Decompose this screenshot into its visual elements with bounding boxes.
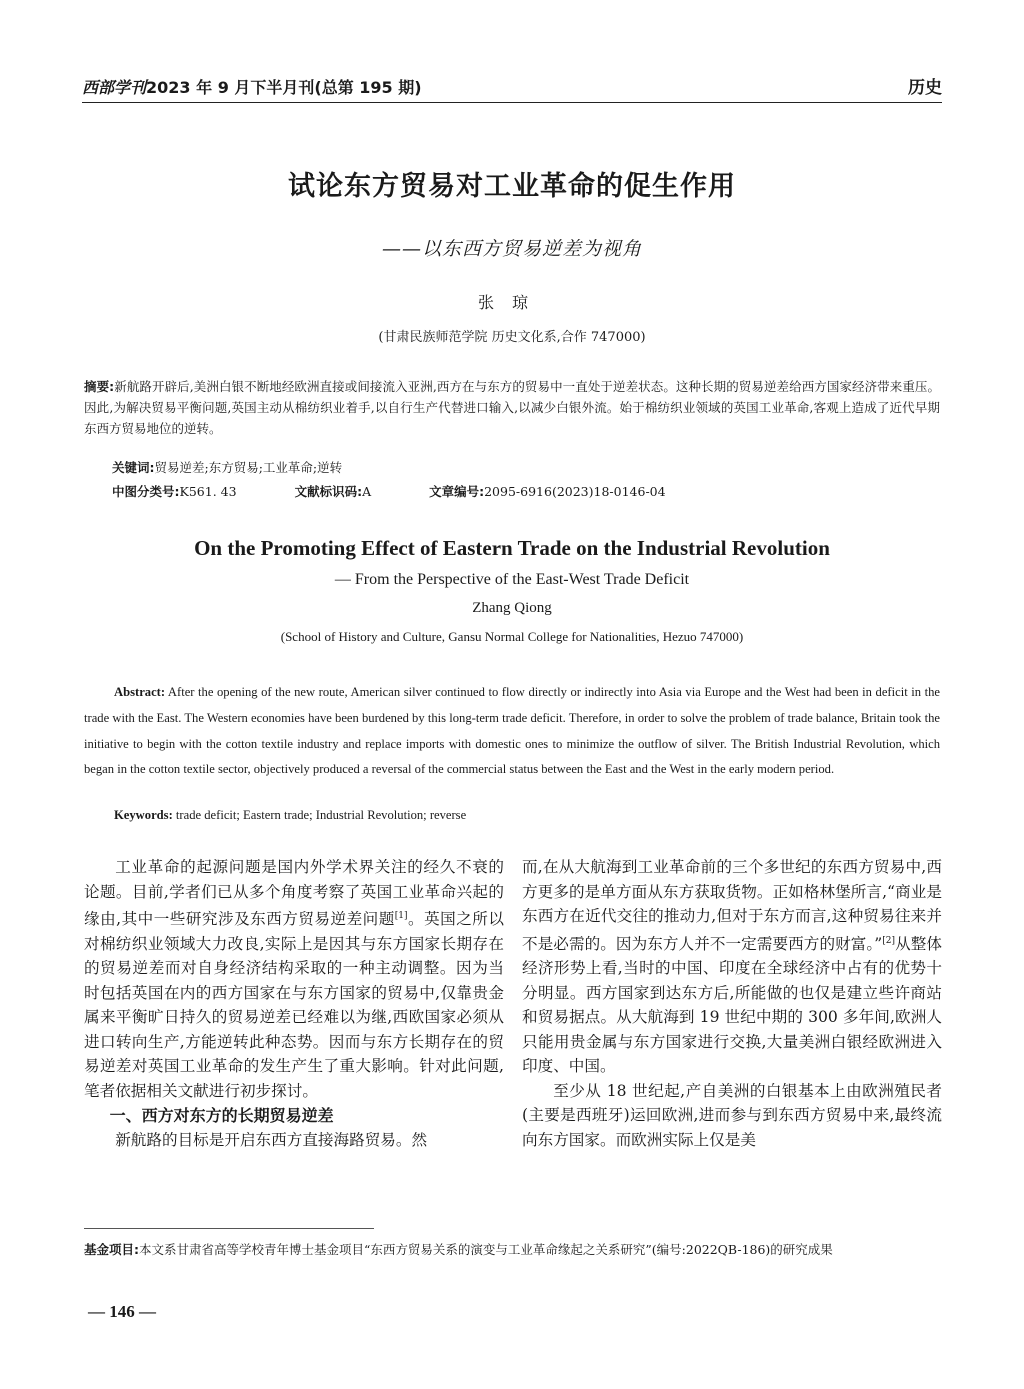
keywords-cn-text: 贸易逆差;东方贸易;工业革命;逆转 <box>154 460 343 475</box>
abstract-en-text: After the opening of the new route, American silver continued to flow directly or indirectly into Asia via Europe and the West had been in deficit in the trade with the East. The Western economies have been burdened by this long-term trade deficit. Therefore, in order to solve the problem of trade balance, Britain took the initiative to begin with the cotton textile industry and replace imports with domestic ones to minimize the outflow of silver. The British Industrial Revolution, which began in the cotton textile sector, objectively produced a reversal of the commercial status between the East and the West in the early modern period. <box>84 685 940 777</box>
footnote-text: 本文系甘肃省高等学校青年博士基金项目“东西方贸易关系的演变与工业革命缘起之关系研究”(编号:2022QB-186)的研究成果 <box>139 1242 833 1257</box>
body-column-left <box>84 855 504 1153</box>
abstract-cn-label: 摘要: <box>84 379 115 394</box>
journal-brand: 西部学刊 <box>82 78 147 97</box>
body-paragraph: 而,在从大航海到工业革命前的三个多世纪的东西方贸易中,西方更多的是单方面从东方获取货物。正如格林堡所言,“商业是东西方在近代交往的推动力,但对于东方而言,这种贸易往来并不是必需的。因为东方人并不一定需要西方的财富。”[2]从整体经济形势上看,当时的中国、印度在全球经济中占有的优势十分明显。西方国家到达东方后,所能做的也仅是建立些许商站和贸易据点。从大航海到 19 世纪中期的 300 多年间,欧洲人只能用贵金属与东方国家进行交换,大量美洲白银经欧洲进入印度、中国。 <box>522 858 942 1076</box>
affiliation-en: (School of History and Culture, Gansu Normal College for Nationalities, Hezuo 747000) <box>280 629 744 644</box>
document-code: 文献标识码:A <box>294 484 372 499</box>
abstract-cn-text: 新航路开辟后,美洲白银不断地经欧洲直接或间接流入亚洲,西方在与东方的贸易中一直处于逆差状态。这种长期的贸易逆差给西方国家经济带来重压。因此,为解决贸易平衡问题,英国主动从棉纺织业着手,以自行生产代替进口输入,以减少白银外流。始于棉纺织业领域的英国工业革命,客观上造成了近代早期东西方贸易地位的逆转。 <box>84 379 941 436</box>
title-cn: 试论东方贸易对工业革命的促生作用 <box>288 171 736 202</box>
classification-row <box>112 482 724 500</box>
title-en: On the Promoting Effect of Eastern Trade on the Industrial Revolution <box>194 536 830 560</box>
author-en: Zhang Qiong <box>472 600 552 616</box>
body-column-right <box>522 855 942 1152</box>
affiliation-cn: (甘肃民族师范学院 历史文化系,合作 747000) <box>378 330 646 345</box>
keywords-cn-label: 关键词: <box>112 460 155 475</box>
keywords-cn <box>112 458 342 476</box>
keywords-en-text: trade deficit; Eastern trade; Industrial Revolution; reverse <box>175 808 467 822</box>
subtitle-en: — From the Perspective of the East-West Trade Deficit <box>334 571 690 588</box>
subtitle-cn: ——以东西方贸易逆差为视角 <box>381 238 642 260</box>
page-number: — 146 — <box>88 1302 156 1321</box>
keywords-en-label: Keywords: <box>114 808 173 822</box>
abstract-en-label: Abstract: <box>114 685 166 699</box>
abstract-en <box>84 680 940 783</box>
body-paragraph: 新航路的目标是开启东西方直接海路贸易。然 <box>115 1131 428 1150</box>
footnote <box>84 1240 940 1260</box>
citation-ref: [2] <box>882 935 896 946</box>
abstract-cn <box>84 376 940 439</box>
footnote-label: 基金项目: <box>84 1242 139 1257</box>
body-paragraph: 至少从 18 世纪起,产自美洲的白银基本上由欧洲殖民者(主要是西班牙)运回欧洲,进而参与到东西方贸易中来,最终流向东方国家。而欧洲实际上仅是美 <box>522 1081 942 1149</box>
section-label: 历史 <box>908 78 942 98</box>
footnote-divider <box>84 1228 374 1229</box>
citation-ref: [1] <box>394 911 408 921</box>
body-paragraph: 工业革命的起源问题是国内外学术界关注的经久不衰的论题。目前,学者们已从多个角度考察了英国工业革命兴起的缘由,其中一些研究涉及东西方贸易逆差问题[1]。英国之所以对棉纺织业领域大力改良,实际上是因其与东方国家长期存在的贸易逆差而对自身经济结构采取的一种主动调整。因为当时包括英国在内的西方国家在与东方国家的贸易中,仅靠贵金属来平衡旷日持久的贸易逆差已经难以为继,西欧国家必须从进口转向生产,方能逆转此种态势。因而与东方长期存在的贸易逆差对英国工业革命的发生产生了重大影响。针对此问题,笔者依据相关文献进行初步探讨。 <box>84 858 504 1100</box>
issue-info: 2023 年 9 月下半月刊(总第 195 期) <box>146 78 422 97</box>
keywords-en <box>114 808 466 823</box>
author-cn: 张琼 <box>477 293 546 312</box>
running-header <box>82 70 942 103</box>
journal-issue-line <box>82 75 422 98</box>
section-heading: 一、西方对东方的长期贸易逆差 <box>109 1106 334 1126</box>
article-number: 文章编号:2095-6916(2023)18-0146-04 <box>429 484 666 499</box>
clc-number: 中图分类号:K561. 43 <box>112 484 237 499</box>
